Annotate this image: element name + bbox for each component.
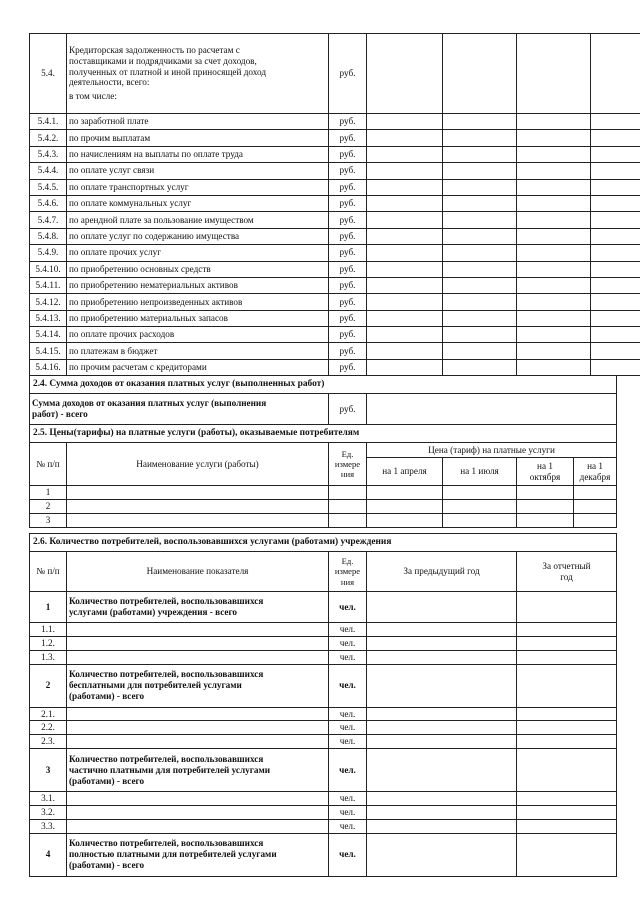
row-description: по приобретению основных средств (67, 261, 329, 277)
text-line: (работами) - всего (69, 860, 145, 871)
row-description (67, 707, 329, 721)
text-line: Сумма доходов от оказания платных услуг (выполнения (32, 398, 267, 409)
unit-cell: руб. (329, 359, 367, 375)
row-description (67, 34, 329, 114)
row-number: 5.4.12. (30, 294, 67, 310)
value-cell (367, 212, 443, 228)
row-number: 5.4.9. (30, 245, 67, 261)
unit-cell: руб. (329, 114, 367, 130)
value-cell (367, 179, 443, 195)
row-number: 5.4.8. (30, 228, 67, 244)
value-cell (591, 34, 640, 114)
value-cell (443, 212, 517, 228)
row-number: 2 (30, 664, 67, 707)
value-cell (367, 228, 443, 244)
row-description: по прочим выплатам (67, 130, 329, 146)
value-cell (591, 228, 640, 244)
value-cell (517, 833, 617, 876)
consumers-sub-row (30, 819, 617, 833)
unit-cell: руб. (329, 195, 367, 211)
row-number: 5.4.14. (30, 327, 67, 343)
value-cell (517, 163, 591, 179)
row-description: по оплате прочих услуг (67, 245, 329, 261)
value-cell (443, 486, 517, 500)
creditor-debt-row (30, 310, 640, 326)
unit-cell: руб. (329, 294, 367, 310)
value-cell (517, 195, 591, 211)
text-line: Кредиторская задолженность по расчетам с (69, 44, 240, 55)
row-number: 5.4.10. (30, 261, 67, 277)
creditor-debt-row (30, 277, 640, 293)
unit-cell: руб. (329, 212, 367, 228)
row-description (67, 664, 329, 707)
value-cell (67, 486, 329, 500)
value-cell (591, 359, 640, 375)
value-cell (367, 636, 517, 650)
text-line: поставщиками и подрядчиками за счет доходов, (69, 55, 257, 66)
consumers-sub-row (30, 707, 617, 721)
value-cell (443, 513, 517, 527)
unit-cell: руб. (329, 179, 367, 195)
value-cell (517, 146, 591, 162)
consumers-sub-row (30, 636, 617, 650)
text-line: За отчетный (542, 560, 591, 571)
value-cell (591, 310, 640, 326)
creditor-debt-row (30, 327, 640, 343)
value-cell (517, 664, 617, 707)
unit-cell: чел. (329, 806, 367, 820)
value-cell (367, 277, 443, 293)
value-cell (367, 359, 443, 375)
column-header-july: на 1 июля (443, 458, 517, 486)
value-cell (574, 513, 617, 527)
text-line: измере (334, 458, 361, 469)
row-number: 2.2. (30, 721, 67, 735)
column-header-name: Наименование услуги (работы) (67, 443, 329, 486)
text-line: бесплатными для потребителей услугами (69, 680, 242, 691)
price-row (30, 486, 617, 500)
row-description (67, 792, 329, 806)
column-header-october (517, 458, 574, 486)
price-row (30, 513, 617, 527)
row-description (67, 819, 329, 833)
unit-cell: руб. (329, 146, 367, 162)
value-cell (367, 721, 517, 735)
value-cell (367, 833, 517, 876)
creditor-debt-row (30, 261, 640, 277)
text-line: ния (340, 469, 355, 480)
row-number: 3 (30, 749, 67, 792)
value-cell (329, 486, 367, 500)
creditor-debt-row (30, 212, 640, 228)
row-description (67, 636, 329, 650)
value-cell (329, 499, 367, 513)
creditor-debt-row (30, 343, 640, 359)
value-cell (367, 114, 443, 130)
section-2-5-header (30, 425, 617, 443)
creditor-debt-row (30, 114, 640, 130)
unit-cell: чел. (329, 735, 367, 749)
value-cell (574, 499, 617, 513)
value-cell (517, 650, 617, 664)
value-cell (517, 310, 591, 326)
unit-cell: чел. (329, 650, 367, 664)
value-cell (367, 130, 443, 146)
row-description (30, 394, 329, 425)
value-cell (591, 114, 640, 130)
value-cell (443, 294, 517, 310)
row-description: по оплате прочих расходов (67, 327, 329, 343)
value-cell (517, 707, 617, 721)
row-description: по прочим расчетам с кредиторами (67, 359, 329, 375)
row-description: по платежам в бюджет (67, 343, 329, 359)
unit-cell: руб. (329, 327, 367, 343)
value-cell (591, 163, 640, 179)
text-line: работ) - всего (32, 409, 88, 419)
value-cell (443, 114, 517, 130)
unit-cell: руб. (329, 261, 367, 277)
value-cell (67, 499, 329, 513)
value-cell (591, 130, 640, 146)
unit-cell: чел. (329, 623, 367, 637)
text-line: Ед. (341, 448, 354, 459)
value-cell (591, 245, 640, 261)
value-cell (443, 146, 517, 162)
value-cell (367, 735, 517, 749)
row-description: по начислениям на выплаты по оплате труда (67, 146, 329, 162)
value-cell (367, 146, 443, 162)
unit-cell: чел. (329, 592, 367, 623)
row-number: 4 (30, 833, 67, 876)
unit-cell: руб. (329, 394, 367, 425)
row-number: 3.2. (30, 806, 67, 820)
section-title: 2.4. Сумма доходов от оказания платных услуг (выполненных работ) (30, 376, 617, 394)
value-cell (591, 343, 640, 359)
section-title: 2.6. Количество потребителей, воспользовавшихся услугами (работами) учреждения (30, 534, 617, 552)
value-cell (517, 179, 591, 195)
text-line: полученных от платной и иной приносящей доход (69, 66, 267, 77)
creditor-debt-row (30, 294, 640, 310)
value-cell (443, 310, 517, 326)
row-number: 5.4.4. (30, 163, 67, 179)
consumers-table (29, 533, 617, 877)
row-number: 5.4. (30, 34, 67, 114)
value-cell (517, 277, 591, 293)
text-line: полностью платными для потребителей услугами (69, 849, 277, 860)
column-header-price: Цена (тариф) на платные услуги (367, 443, 617, 458)
value-cell (517, 343, 591, 359)
value-cell (443, 277, 517, 293)
value-cell (367, 327, 443, 343)
unit-cell: руб. (329, 343, 367, 359)
text-line: (работами) - всего (69, 691, 145, 701)
prices-header-row (30, 443, 617, 458)
row-description: по оплате услуг по содержанию имущества (67, 228, 329, 244)
value-cell (443, 499, 517, 513)
row-number: 1.2. (30, 636, 67, 650)
value-cell (517, 806, 617, 820)
unit-cell: чел. (329, 833, 367, 876)
consumers-sub-row (30, 735, 617, 749)
text-line: Количество потребителей, воспользовавшихся (69, 753, 264, 764)
consumers-sub-row (30, 806, 617, 820)
row-number: 5.4.3. (30, 146, 67, 162)
value-cell (367, 486, 443, 500)
row-description (67, 592, 329, 623)
creditor-debt-row (30, 179, 640, 195)
row-number: 5.4.15. (30, 343, 67, 359)
unit-cell: чел. (329, 707, 367, 721)
row-description: по оплате коммунальных услуг (67, 195, 329, 211)
row-description (67, 623, 329, 637)
value-cell (517, 749, 617, 792)
row-number: 1.3. (30, 650, 67, 664)
row-description: по приобретению непроизведенных активов (67, 294, 329, 310)
column-header-name: Наименование показателя (67, 552, 329, 592)
text-line: измере (334, 566, 361, 577)
section-2-6-header (30, 534, 617, 552)
value-cell (517, 819, 617, 833)
value-cell (591, 146, 640, 162)
value-cell (443, 179, 517, 195)
column-header-previous-year: За предыдущий год (367, 552, 517, 592)
value-cell (443, 195, 517, 211)
income-total-row (30, 394, 617, 425)
value-cell (517, 327, 591, 343)
value-cell (367, 294, 443, 310)
value-cell (367, 245, 443, 261)
unit-cell: руб. (329, 163, 367, 179)
section-title: 2.5. Цены(тарифы) на платные услуги (работы), оказываемые потребителям (30, 425, 617, 443)
value-cell (517, 228, 591, 244)
row-description: по заработной плате (67, 114, 329, 130)
value-cell (517, 636, 617, 650)
value-cell (367, 310, 443, 326)
unit-cell: чел. (329, 721, 367, 735)
value-cell (367, 707, 517, 721)
row-number: 5.4.16. (30, 359, 67, 375)
value-cell (517, 114, 591, 130)
value-cell (517, 359, 591, 375)
row-description (67, 650, 329, 664)
column-header-december (574, 458, 617, 486)
row-number: 1 (30, 486, 67, 500)
creditor-debt-row (30, 130, 640, 146)
unit-cell: руб. (329, 277, 367, 293)
row-description: по приобретению материальных запасов (67, 310, 329, 326)
column-header-current-year (517, 552, 617, 592)
value-cell (443, 261, 517, 277)
creditor-debt-table (29, 33, 640, 376)
unit-cell: чел. (329, 664, 367, 707)
value-cell (591, 179, 640, 195)
text-line: (работами) - всего (69, 775, 145, 786)
row-description (67, 833, 329, 876)
value-cell (367, 819, 517, 833)
creditor-debt-row (30, 228, 640, 244)
value-cell (367, 623, 517, 637)
text-line: декабря (579, 471, 611, 482)
row-number: 2.3. (30, 735, 67, 749)
row-number: 2.1. (30, 707, 67, 721)
row-description (67, 721, 329, 735)
value-cell (517, 592, 617, 623)
column-header-april: на 1 апреля (367, 458, 443, 486)
value-cell (367, 749, 517, 792)
value-cell (517, 735, 617, 749)
value-cell (367, 343, 443, 359)
value-cell (517, 623, 617, 637)
value-cell (517, 294, 591, 310)
value-cell (443, 245, 517, 261)
value-cell (367, 513, 443, 527)
text-line: на 1 (537, 460, 553, 471)
text-line: октября (529, 471, 561, 482)
value-cell (517, 499, 574, 513)
unit-cell: руб. (329, 34, 367, 114)
consumers-sub-row (30, 650, 617, 664)
text-line: ния (340, 576, 355, 587)
value-cell (367, 499, 443, 513)
column-header-number: № п/п (30, 552, 67, 592)
value-cell (367, 806, 517, 820)
creditor-debt-total-row (30, 34, 640, 114)
column-header-number: № п/п (30, 443, 67, 486)
text-line: Количество потребителей, воспользовавшихся (69, 669, 264, 680)
value-cell (591, 277, 640, 293)
consumers-header-row (30, 552, 617, 592)
row-description: по оплате услуг связи (67, 163, 329, 179)
column-header-unit (329, 552, 367, 592)
value-cell (517, 513, 574, 527)
value-cell (329, 513, 367, 527)
value-cell (517, 486, 574, 500)
text-line: частично платными для потребителей услугами (69, 764, 271, 775)
consumers-sub-row (30, 792, 617, 806)
value-cell (517, 34, 591, 114)
value-cell (443, 359, 517, 375)
value-cell (517, 245, 591, 261)
creditor-debt-row (30, 146, 640, 162)
creditor-debt-row (30, 245, 640, 261)
value-cell (443, 228, 517, 244)
row-number: 5.4.5. (30, 179, 67, 195)
row-number: 1 (30, 592, 67, 623)
value-cell (517, 261, 591, 277)
row-description: по арендной плате за пользование имуществом (67, 212, 329, 228)
value-cell (443, 130, 517, 146)
text-line: деятельности, всего: (69, 77, 150, 88)
text-line: на 1 (587, 460, 603, 471)
text-line: год (560, 571, 573, 582)
row-number: 1.1. (30, 623, 67, 637)
value-cell (367, 592, 517, 623)
row-description (67, 735, 329, 749)
text-line: в том числе: (69, 91, 117, 102)
value-cell (591, 195, 640, 211)
value-cell (367, 163, 443, 179)
value-cell (367, 650, 517, 664)
consumers-group-row (30, 592, 617, 623)
value-cell (367, 664, 517, 707)
value-cell (591, 294, 640, 310)
row-number: 5.4.1. (30, 114, 67, 130)
consumers-group-row (30, 749, 617, 792)
unit-cell: руб. (329, 310, 367, 326)
unit-cell: руб. (329, 228, 367, 244)
text-line: услугами (работами) учреждения - всего (69, 607, 238, 617)
value-cell (443, 34, 517, 114)
creditor-debt-row (30, 163, 640, 179)
creditor-debt-row (30, 359, 640, 375)
row-description: по приобретению нематериальных активов (67, 277, 329, 293)
income-and-prices-table (29, 375, 617, 528)
row-number: 5.4.13. (30, 310, 67, 326)
price-row (30, 499, 617, 513)
value-cell (443, 343, 517, 359)
row-number: 3 (30, 513, 67, 527)
value-cell (517, 130, 591, 146)
value-cell (517, 721, 617, 735)
row-number: 5.4.11. (30, 277, 67, 293)
section-2-4-header (30, 376, 617, 394)
row-description (67, 806, 329, 820)
value-cell (367, 394, 617, 425)
text-line: Количество потребителей, воспользовавшихся (69, 838, 264, 849)
creditor-debt-row (30, 195, 640, 211)
text-line: Ед. (341, 556, 354, 567)
consumers-group-row (30, 664, 617, 707)
value-cell (367, 261, 443, 277)
text-line: Количество потребителей, воспользовавшихся (69, 596, 264, 607)
value-cell (367, 195, 443, 211)
value-cell (443, 163, 517, 179)
value-cell (67, 513, 329, 527)
row-description (67, 749, 329, 792)
column-header-unit (329, 443, 367, 486)
unit-cell: чел. (329, 819, 367, 833)
unit-cell: чел. (329, 636, 367, 650)
row-description: по оплате транспортных услуг (67, 179, 329, 195)
unit-cell: руб. (329, 130, 367, 146)
unit-cell: чел. (329, 749, 367, 792)
row-number: 5.4.6. (30, 195, 67, 211)
row-number: 5.4.2. (30, 130, 67, 146)
value-cell (574, 486, 617, 500)
row-number: 2 (30, 499, 67, 513)
consumers-sub-row (30, 721, 617, 735)
value-cell (591, 327, 640, 343)
unit-cell: руб. (329, 245, 367, 261)
row-number: 3.3. (30, 819, 67, 833)
value-cell (367, 792, 517, 806)
value-cell (591, 261, 640, 277)
consumers-group-row (30, 833, 617, 876)
value-cell (591, 212, 640, 228)
row-number: 5.4.7. (30, 212, 67, 228)
consumers-sub-row (30, 623, 617, 637)
value-cell (517, 792, 617, 806)
value-cell (517, 212, 591, 228)
value-cell (443, 327, 517, 343)
row-number: 3.1. (30, 792, 67, 806)
unit-cell: чел. (329, 792, 367, 806)
value-cell (367, 34, 443, 114)
